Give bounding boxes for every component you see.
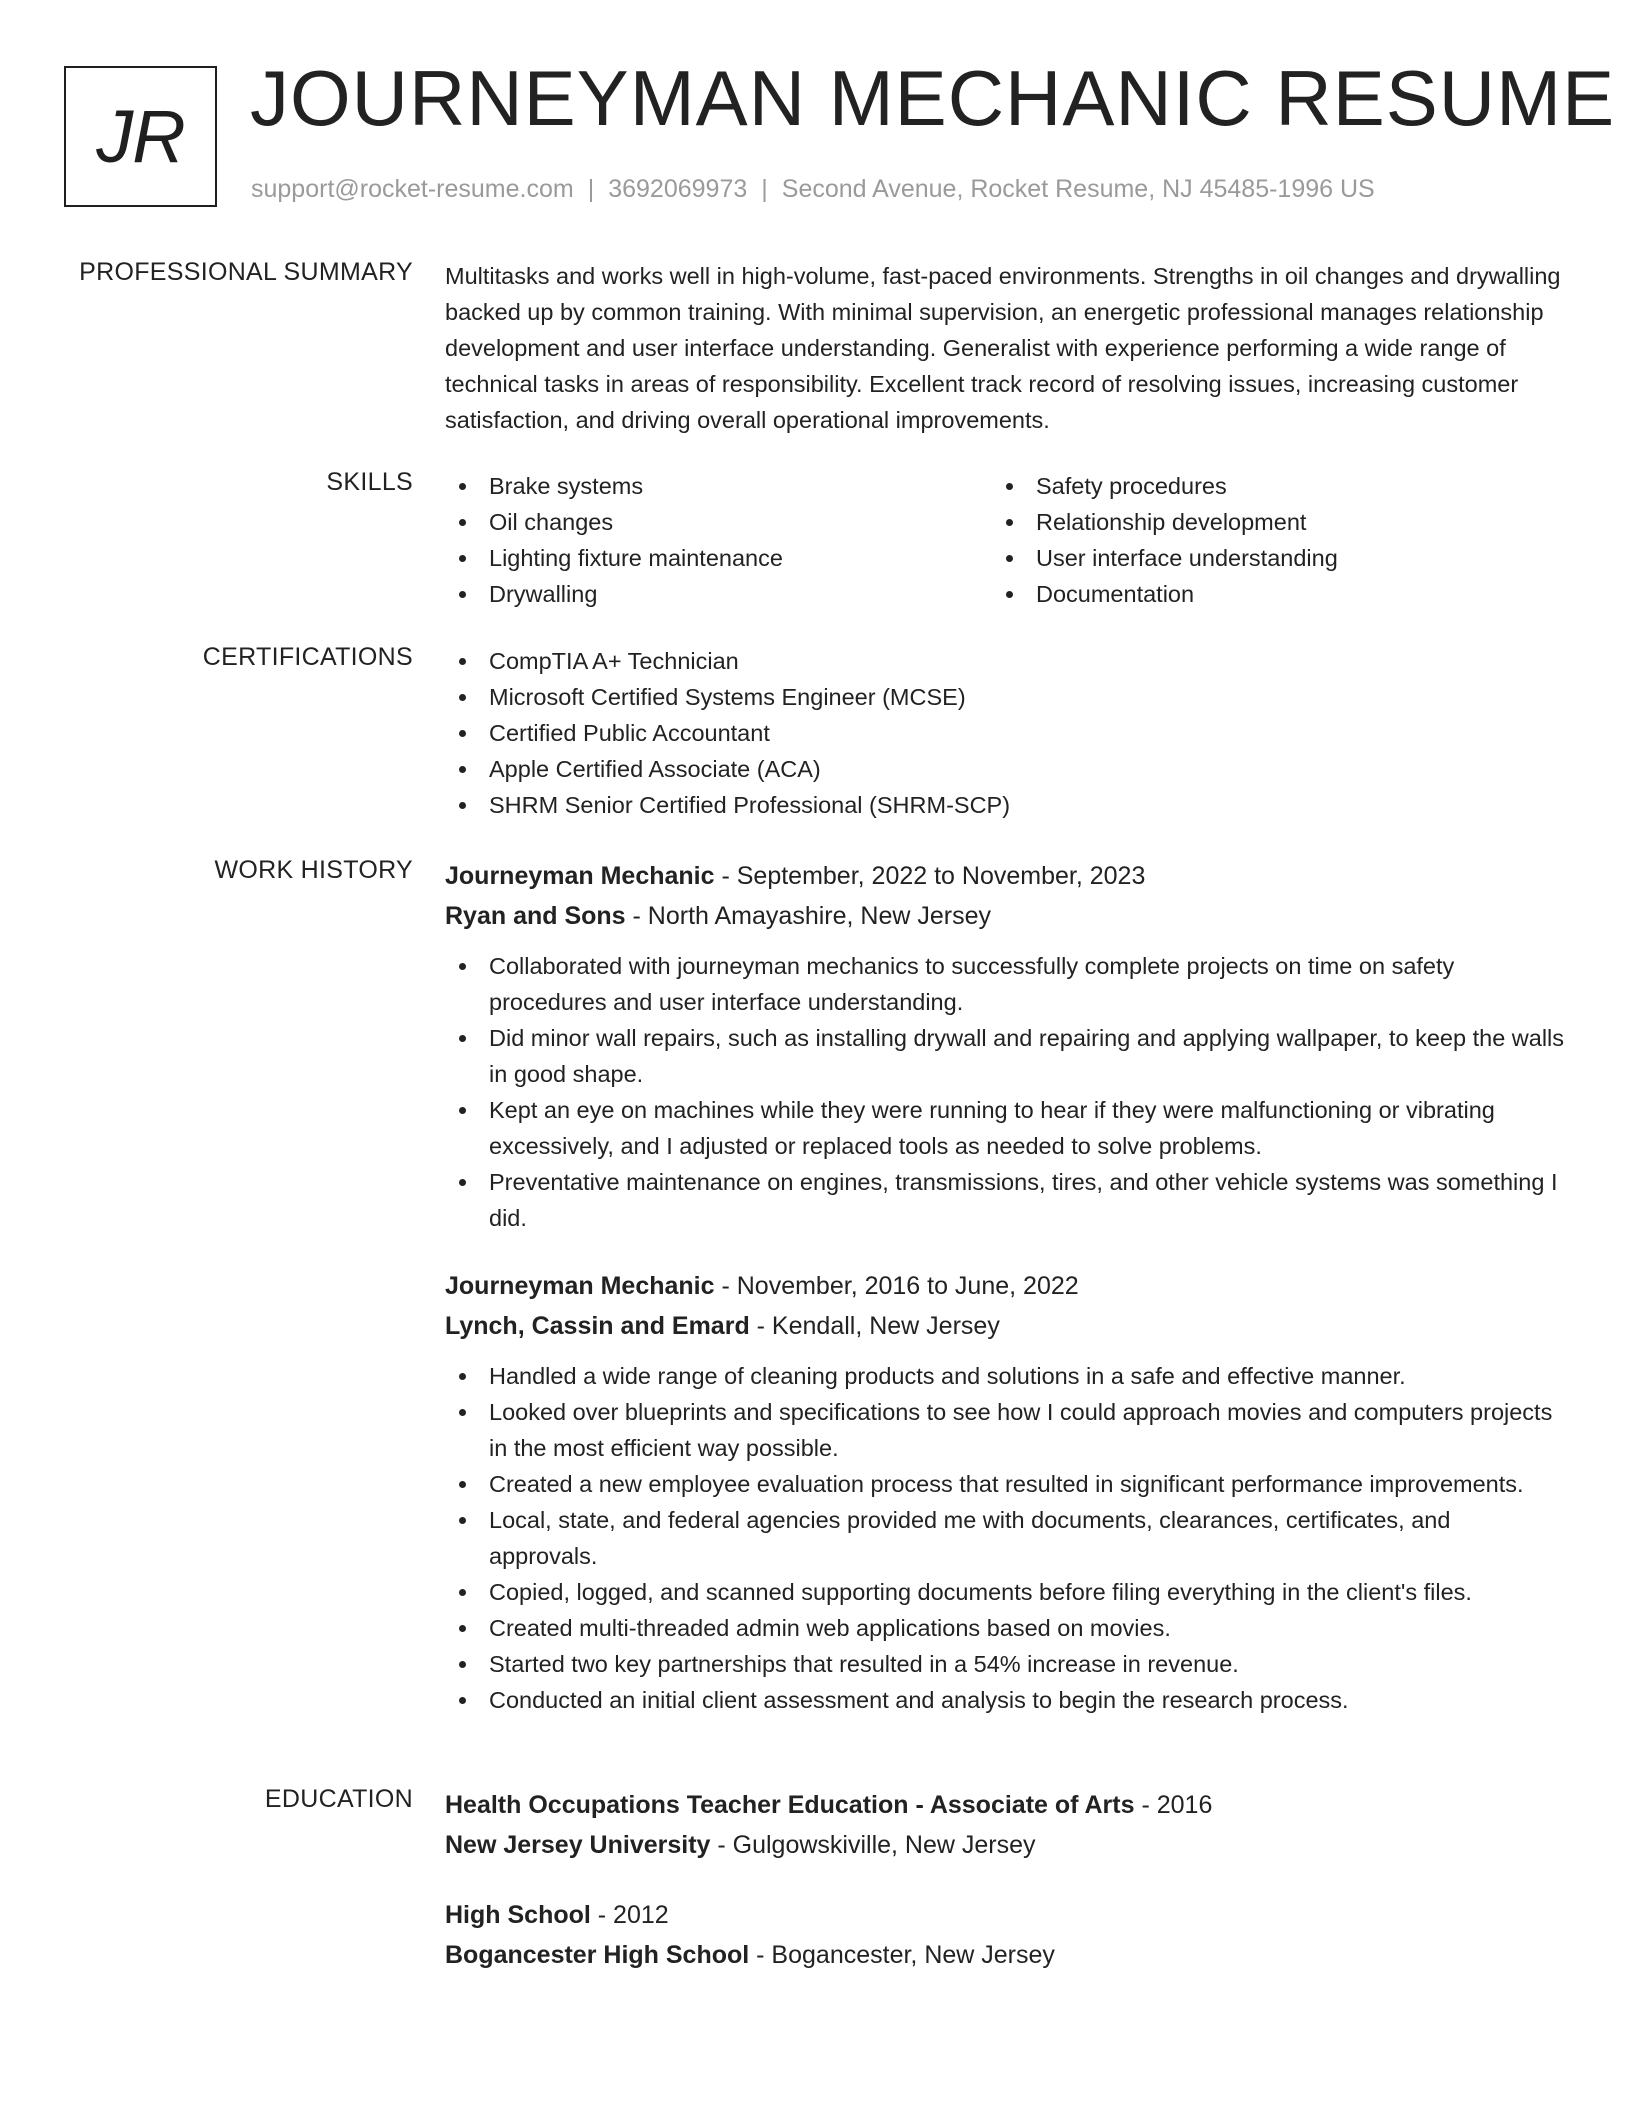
education-school: Bogancester High School [445,1941,750,1969]
education-year: - 2012 [590,1901,669,1929]
monogram-initials: JR [96,95,185,178]
job-bullet: Preventative maintenance on engines, transmissions, tires, and other vehicle systems was something I did. [445,1164,1565,1236]
skills-label: SKILLS [326,468,413,496]
job-bullet: Did minor wall repairs, such as installing drywall and repairing and applying wallpaper, to keep the walls in good shape. [445,1020,1565,1092]
skills-body [445,468,1565,612]
certification-item: Apple Certified Associate (ACA) [445,751,1565,787]
contact-address: Second Avenue, Rocket Resume, NJ 45485-1996 US [781,175,1375,203]
job-bullets [445,1358,1565,1718]
job-bullet: Created multi-threaded admin web applications based on movies. [445,1610,1565,1646]
summary-body [445,258,1565,438]
job-bullet: Local, state, and federal agencies provided me with documents, clearances, certificates, and approvals. [445,1502,1565,1574]
summary-label: PROFESSIONAL SUMMARY [79,258,413,286]
education-entry [445,1785,1565,1865]
education-school-line [445,1825,1565,1865]
resume-title: JOURNEYMAN MECHANIC RESUME [250,54,1616,142]
education-location: - Bogancester, New Jersey [749,1941,1055,1969]
job-bullet: Collaborated with journeyman mechanics to successfully complete projects on time on safety procedures and user interface understanding. [445,948,1565,1020]
skill-item: Relationship development [992,504,1539,540]
skill-item: Safety procedures [992,468,1539,504]
education-location: - Gulgowskiville, New Jersey [710,1831,1036,1859]
skills-column-right [992,468,1539,612]
skill-item: Oil changes [445,504,992,540]
job-location: - Kendall, New Jersey [749,1312,1000,1340]
job-title: Journeyman Mechanic [445,862,715,890]
certification-item: CompTIA A+ Technician [445,643,1565,679]
summary-text: Multitasks and works well in high-volume, fast-paced environments. Strengths in oil changes and drywalling backed up by common training. With minimal supervision, an energetic professional manages relationship development and user interface understanding. Generalist with experience performing a wide range of technical tasks in areas of responsibility. Excellent track record of resolving issues, increasing customer satisfaction, and driving overall operational improvements. [445,263,1561,433]
education-degree: Health Occupations Teacher Education - Associate of Arts [445,1791,1135,1819]
job-bullet: Created a new employee evaluation process that resulted in significant performance improvements. [445,1466,1565,1502]
job-company-line [445,1306,1565,1346]
job-company-line [445,896,1565,936]
work-history-body [445,856,1565,1718]
education-year: - 2016 [1134,1791,1213,1819]
job-title: Journeyman Mechanic [445,1272,715,1300]
education-school-line [445,1935,1565,1975]
job-bullet: Kept an eye on machines while they were running to hear if they were malfunctioning or vibrating excessively, and I adjusted or replaced tools as needed to solve problems. [445,1092,1565,1164]
job-title-line [445,1266,1565,1306]
job-company: Ryan and Sons [445,902,626,930]
education-degree-line [445,1895,1565,1935]
job-bullet: Conducted an initial client assessment and analysis to begin the research process. [445,1682,1565,1718]
contact-separator: | [761,175,768,203]
contact-line [251,175,1375,204]
contact-phone: 3692069973 [608,175,748,203]
certification-item: Microsoft Certified Systems Engineer (MCSE) [445,679,1565,715]
education-school: New Jersey University [445,1831,711,1859]
contact-separator: | [587,175,595,203]
certifications-body [445,643,1565,823]
job-bullet: Started two key partnerships that resulted in a 54% increase in revenue. [445,1646,1565,1682]
certifications-list [445,643,1565,823]
skill-item: Drywalling [445,576,992,612]
job-entry [445,1266,1565,1718]
job-location: - North Amayashire, New Jersey [625,902,991,930]
job-dates: - September, 2022 to November, 2023 [714,862,1146,890]
education-entry [445,1895,1565,1975]
skill-item: Brake systems [445,468,992,504]
skill-item: User interface understanding [992,540,1539,576]
certifications-label: CERTIFICATIONS [202,643,413,671]
job-company: Lynch, Cassin and Emard [445,1312,750,1340]
work-history-label: WORK HISTORY [214,856,413,884]
education-body [445,1785,1565,1975]
skills-column-left [445,468,992,612]
education-label: EDUCATION [264,1785,413,1813]
job-bullet: Handled a wide range of cleaning products and solutions in a safe and effective manner. [445,1358,1565,1394]
certification-item: Certified Public Accountant [445,715,1565,751]
skill-item: Documentation [992,576,1539,612]
job-dates: - November, 2016 to June, 2022 [714,1272,1079,1300]
certification-item: SHRM Senior Certified Professional (SHRM-SCP) [445,787,1565,823]
skill-item: Lighting fixture maintenance [445,540,992,576]
monogram-box [64,66,217,207]
job-bullet: Looked over blueprints and specifications to see how I could approach movies and computers projects in the most efficient way possible. [445,1394,1565,1466]
job-bullets [445,948,1565,1236]
job-title-line [445,856,1565,896]
job-bullet: Copied, logged, and scanned supporting documents before filing everything in the client's files. [445,1574,1565,1610]
job-entry [445,856,1565,1236]
contact-email: support@rocket-resume.com [251,175,574,203]
education-degree-line [445,1785,1565,1825]
education-degree: High School [445,1901,591,1929]
